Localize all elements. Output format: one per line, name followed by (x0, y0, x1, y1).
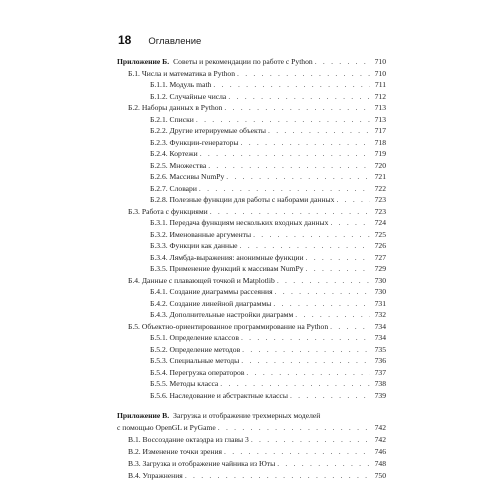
toc-page-number: 729 (374, 264, 386, 273)
toc-entry-text: Б.5.3. Специальные методы (150, 356, 240, 365)
dot-leader (306, 263, 370, 275)
toc-entry-text: Б.5.1. Определение классов (150, 333, 239, 342)
toc-entry-text: Б.5.4. Перегрузка операторов (150, 367, 245, 377)
toc-entry-label (150, 332, 239, 344)
toc-entry[interactable] (117, 160, 386, 172)
toc-entry[interactable] (117, 263, 386, 275)
toc-entry[interactable] (117, 91, 386, 103)
toc-entry[interactable] (117, 252, 386, 264)
toc-entry[interactable] (117, 79, 386, 91)
toc-page-number: 742 (374, 435, 386, 444)
toc-entry-text: Б.2.4. Кортежи (150, 149, 198, 158)
toc-entry-label (150, 194, 334, 206)
toc-entry[interactable] (117, 56, 386, 68)
toc-page-number: 735 (374, 344, 386, 354)
dot-leader (240, 240, 370, 252)
dot-leader (273, 298, 370, 310)
dot-leader (306, 252, 370, 264)
toc-entry[interactable] (117, 183, 386, 195)
dot-leader (330, 217, 370, 229)
toc-entry-text: Б.2. Наборы данных в Python (128, 103, 223, 112)
dot-leader (218, 422, 370, 434)
toc-entry-label (150, 252, 304, 264)
toc-page-number: 742 (374, 423, 386, 432)
toc-page-number: 734 (374, 333, 386, 342)
toc-page-number: 746 (374, 447, 386, 456)
toc-page-number: 727 (374, 252, 386, 262)
toc-entry[interactable] (117, 137, 386, 149)
toc-entry[interactable] (117, 470, 386, 482)
toc-entry-label (150, 79, 211, 91)
toc-page-number: 737 (374, 367, 386, 377)
toc-entry-label (128, 275, 275, 287)
toc-page-number: 722 (374, 183, 386, 193)
toc-page-number: 723 (374, 195, 386, 204)
toc-page-number: 734 (374, 321, 386, 331)
toc-entry[interactable] (117, 171, 386, 183)
dot-leader (185, 470, 370, 482)
dot-leader (253, 229, 370, 241)
toc-entry-text: В.3. Загрузка и отображение чайника из Юты (128, 459, 276, 468)
toc-entry-text: Б.3.3. Функции как данные (150, 241, 238, 250)
dot-leader (290, 390, 370, 402)
dot-leader (241, 332, 370, 344)
toc-page-number: 719 (374, 149, 386, 158)
toc-page-number: 712 (374, 91, 386, 101)
toc-entry-text: В.2. Изменение точки зрения (128, 447, 223, 456)
toc-entry[interactable] (117, 390, 386, 402)
toc-page-number: 739 (374, 390, 386, 400)
toc-entry-label (128, 434, 249, 446)
toc-page-number: 731 (374, 298, 386, 308)
dot-leader (224, 446, 370, 458)
toc-entry-label (150, 171, 224, 183)
toc-entry-text: Загрузка и отображение трехмерных моделей (173, 411, 321, 420)
toc-entry-text: Б.5. Объектно-ориентированное программирование на Python (128, 321, 329, 331)
toc-entry[interactable] (117, 240, 386, 252)
toc-entry-text: Б.1. Числа и математика в Python (128, 68, 236, 78)
toc-entry[interactable] (117, 446, 386, 458)
toc-entry[interactable] (117, 148, 386, 160)
toc-entry-text: Б.4.3. Дополнительные настройки диаграмм (150, 310, 294, 319)
toc-entry[interactable] (117, 321, 386, 333)
toc-entry-text: В.4. Упражнения (128, 471, 183, 480)
toc-entry-label (150, 183, 197, 195)
toc-entry-text: Б.3.1. Передача функциям нескольких входных данных (150, 218, 329, 227)
dot-leader (275, 286, 370, 298)
toc-entry-text: Б.3.5. Применение функций к массивам NumPy (150, 264, 304, 273)
toc-entry-label (117, 410, 320, 422)
toc-entry-label (128, 68, 235, 80)
toc-entry[interactable] (117, 367, 386, 379)
toc-page-number: 720 (374, 160, 386, 170)
toc-entry-label (150, 160, 206, 172)
toc-page-number: 710 (374, 57, 386, 66)
toc-entry-label (150, 309, 293, 321)
toc-entry-text: Б.2.6. Массивы NumPy (150, 172, 225, 181)
toc-entry-text: с помощью OpenGL и PyGame (117, 423, 216, 432)
dot-leader (224, 102, 370, 114)
dot-leader (241, 137, 370, 149)
toc-entry-text: В.1. Воссоздание октаэдра из главы 3 (128, 435, 249, 444)
toc-entry[interactable] (117, 458, 386, 470)
toc-entry-text: Советы и рекомендации по работе с Python (173, 57, 313, 66)
toc-entry-label (128, 458, 275, 470)
dot-leader (208, 160, 370, 172)
dot-leader (277, 458, 370, 470)
dot-leader (228, 91, 370, 103)
dot-leader (226, 171, 370, 183)
toc-page-number: 711 (374, 80, 386, 89)
toc-entry-label (150, 355, 239, 367)
toc-entry[interactable] (117, 102, 386, 114)
toc-entry[interactable] (117, 114, 386, 126)
toc-entry[interactable] (117, 217, 386, 229)
dot-leader (315, 56, 370, 68)
running-title: Оглавление (148, 36, 202, 47)
toc-entry-text: Б.3.4. Лямбда-выражения: анонимные функции (150, 252, 304, 262)
toc-page-number: 713 (374, 114, 386, 124)
toc-entry-text: Б.4.2. Создание линейной диаграммы (150, 298, 272, 308)
appendix-prefix: Приложение Б. (117, 57, 170, 66)
toc-entry-text: Б.2.7. Словари (150, 183, 197, 193)
toc-entry-text: Б.5.2. Определение методов (150, 344, 241, 354)
toc-entry-label (150, 344, 240, 356)
dot-leader (295, 309, 370, 321)
toc-page-number: 723 (374, 206, 386, 216)
toc-entry-label (150, 263, 304, 275)
toc-page-number: 724 (374, 218, 386, 227)
toc-entry-text: Б.2.3. Функции-генераторы (150, 137, 239, 147)
toc-entry-label (150, 125, 266, 137)
dot-leader (242, 344, 370, 356)
toc-entry-text: Б.2.2. Другие итерируемые объекты (150, 126, 267, 135)
toc-entry-text: Б.3. Работа с функциями (128, 206, 208, 216)
toc-entry[interactable] (117, 206, 386, 218)
dot-leader (336, 194, 370, 206)
toc-entry[interactable] (117, 229, 386, 241)
toc-page-number: 710 (374, 68, 386, 78)
appendix-prefix: Приложение В. (117, 411, 170, 420)
toc-entry-label (150, 217, 328, 229)
dot-leader (251, 434, 370, 446)
toc-entry-label (150, 229, 251, 241)
toc-entry[interactable] (117, 125, 386, 137)
toc-entry-label (128, 470, 183, 482)
toc-entry[interactable] (117, 378, 386, 390)
dot-leader (213, 79, 370, 91)
toc-entry-text: Б.5.6. Наследование и абстрактные классы (150, 390, 288, 400)
dot-leader (277, 275, 370, 287)
toc-entry[interactable] (117, 309, 386, 321)
toc-page-number: 718 (374, 137, 386, 147)
toc-entry-text: Б.5.5. Методы класса (150, 379, 219, 388)
toc-page-number: 713 (374, 103, 386, 112)
toc-entry-text: Б.4.1. Создание диаграммы рассеяния (150, 287, 273, 296)
toc-entry[interactable] (117, 68, 386, 80)
toc-page-number: 750 (374, 471, 386, 480)
toc-entry-label (150, 148, 198, 160)
dot-leader (210, 206, 370, 218)
dot-leader (241, 355, 370, 367)
toc-entry[interactable] (117, 298, 386, 310)
toc-entry-label (150, 298, 271, 310)
toc-page-number: 717 (374, 126, 386, 135)
toc-entry-text: Б.2.5. Множества (150, 160, 207, 170)
toc-page-number: 738 (374, 379, 386, 388)
toc-entry-label (150, 286, 273, 298)
dot-leader (196, 114, 370, 126)
dot-leader (220, 378, 370, 390)
toc-entry-label (150, 240, 238, 252)
toc-entry-label (117, 422, 216, 434)
dot-leader (199, 183, 370, 195)
toc-entry-text: Б.1.1. Модуль math (150, 80, 212, 89)
toc-entry-text: Б.1.2. Случайные числа (150, 91, 227, 101)
toc-entry-label (128, 321, 328, 333)
toc-entry-label (150, 91, 226, 103)
toc-page-number: 721 (374, 172, 386, 181)
toc-page-number: 730 (374, 275, 386, 285)
toc-entry-label (128, 206, 208, 218)
dot-leader (237, 68, 370, 80)
toc-entry[interactable] (117, 194, 386, 206)
toc-entry-label (117, 56, 313, 68)
dot-leader (330, 321, 370, 333)
toc-page-number: 748 (374, 459, 386, 468)
dot-leader (246, 367, 370, 379)
toc-page-number: 726 (374, 241, 386, 250)
toc-entry-label (150, 114, 194, 126)
toc-entry-label (128, 446, 222, 458)
toc-entry-label (150, 378, 218, 390)
toc-entry[interactable] (117, 332, 386, 344)
toc-entry[interactable] (117, 355, 386, 367)
dot-leader (268, 125, 370, 137)
dot-leader (200, 148, 370, 160)
toc-entry-text: Б.2.1. Списки (150, 114, 194, 124)
toc-entry-label (150, 137, 239, 149)
toc-entry-label (150, 390, 288, 402)
toc-page-number: 736 (374, 356, 386, 365)
toc-entry[interactable] (117, 410, 386, 422)
table-of-contents (117, 0, 500, 500)
toc-entry[interactable] (117, 434, 386, 446)
toc-entry-text: Б.3.2. Именованные аргументы (150, 229, 252, 239)
toc-page-number: 725 (374, 229, 386, 239)
toc-page-number: 732 (374, 310, 386, 319)
toc-entry-text: Б.4. Данные с плавающей точкой и Matplotlib (128, 275, 275, 285)
toc-entry[interactable] (117, 275, 386, 287)
toc-entry[interactable] (117, 286, 386, 298)
toc-entry-label (128, 102, 222, 114)
toc-entry[interactable] (117, 344, 386, 356)
toc-entry[interactable] (117, 422, 386, 434)
toc-entry-text: Б.2.8. Полезные функции для работы с наборами данных (150, 195, 335, 204)
page-number: 18 (118, 33, 132, 47)
toc-entry-label (150, 367, 244, 379)
toc-page-number: 730 (374, 287, 386, 296)
